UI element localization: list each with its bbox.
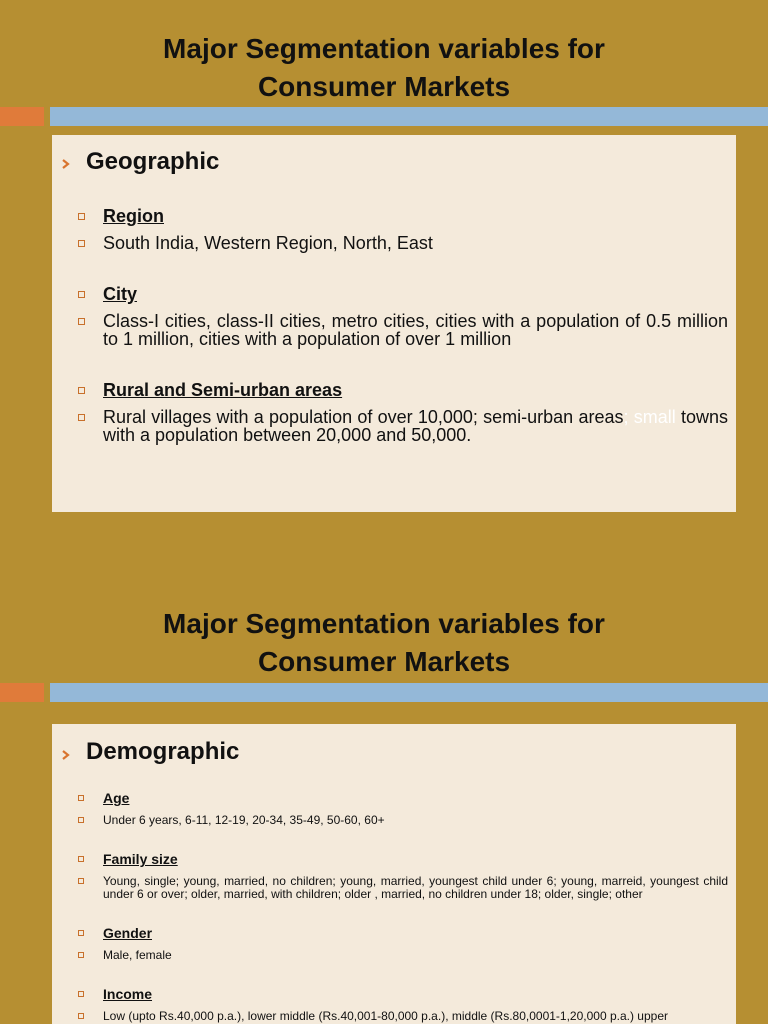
item-text: Low (upto Rs.40,000 p.a.), lower middle (Rs.40,001-80,000 p.a.), middle (Rs.80,0001-1,20,000 p.a.) upper [103,1009,668,1023]
square-bullet-icon [78,817,84,823]
square-bullet-icon [78,856,84,862]
section-heading: Demographic [86,738,240,765]
square-bullet-icon [78,930,84,936]
square-bullet-icon [78,291,85,298]
list-item [78,927,728,940]
square-bullet-icon [78,795,84,801]
item-text-part: Rural villages with a population of over 10,000; semi-urban areas [103,407,624,427]
title-line-2: Consumer Markets [257,71,511,102]
square-bullet-icon [78,240,85,247]
accent-bar-orange [0,107,44,126]
list-item [78,234,728,252]
item-label: Gender [103,925,153,941]
item-label: Family size [103,851,178,867]
item-text-part: towns with a population between 20,000 and 50,000. [103,407,728,445]
list-item [78,814,728,827]
item-text-hidden: ; small [623,407,676,427]
list-item [78,207,728,225]
item-label: City [103,284,138,304]
title-line-1: Major Segmentation variables for [163,33,605,64]
title-line-2: Consumer Markets [257,646,511,677]
square-bullet-icon [78,387,85,394]
list-item [78,792,728,805]
item-text [103,408,728,444]
slide-title [0,30,768,106]
list-item [78,949,728,962]
item-text: Male, female [103,948,172,962]
list-item [78,875,728,901]
chevron-right-icon [60,749,72,761]
section-heading: Geographic [86,148,220,175]
content-panel [52,135,736,512]
item-label: Age [103,790,130,806]
square-bullet-icon [78,414,85,421]
square-bullet-icon [78,991,84,997]
accent-bar-orange [0,683,44,702]
square-bullet-icon [78,318,85,325]
accent-bar-blue [50,683,768,702]
list-item [78,381,728,399]
slide-demographic [0,576,768,1024]
list-item [78,853,728,866]
square-bullet-icon [78,878,84,884]
item-text: Class-I cities, class-II cities, metro cities, cities with a population of 0.5 million to 1 million, cities with a population of over 1 million [103,311,728,349]
square-bullet-icon [78,952,84,958]
item-text: Young, single; young, married, no children; young, married, youngest child under 6; young, marreid, youngest child under 6 or over; older, married, with children; older , married, no children under 18; older, single; other [103,874,728,901]
slide-title [0,605,768,681]
list-item [78,312,728,348]
item-text: South India, Western Region, North, East [103,233,433,253]
list-item [78,1010,728,1023]
item-label: Income [103,986,153,1002]
list-item [78,988,728,1001]
list-item [78,285,728,303]
item-label: Region [103,206,164,226]
list-item [78,408,728,444]
content-panel [52,724,736,1024]
title-line-1: Major Segmentation variables for [163,608,605,639]
item-text: Under 6 years, 6-11, 12-19, 20-34, 35-49, 50-60, 60+ [103,813,385,827]
square-bullet-icon [78,1013,84,1019]
square-bullet-icon [78,213,85,220]
chevron-right-icon [60,158,72,170]
item-label: Rural and Semi-urban areas [103,380,343,400]
accent-bar-blue [50,107,768,126]
